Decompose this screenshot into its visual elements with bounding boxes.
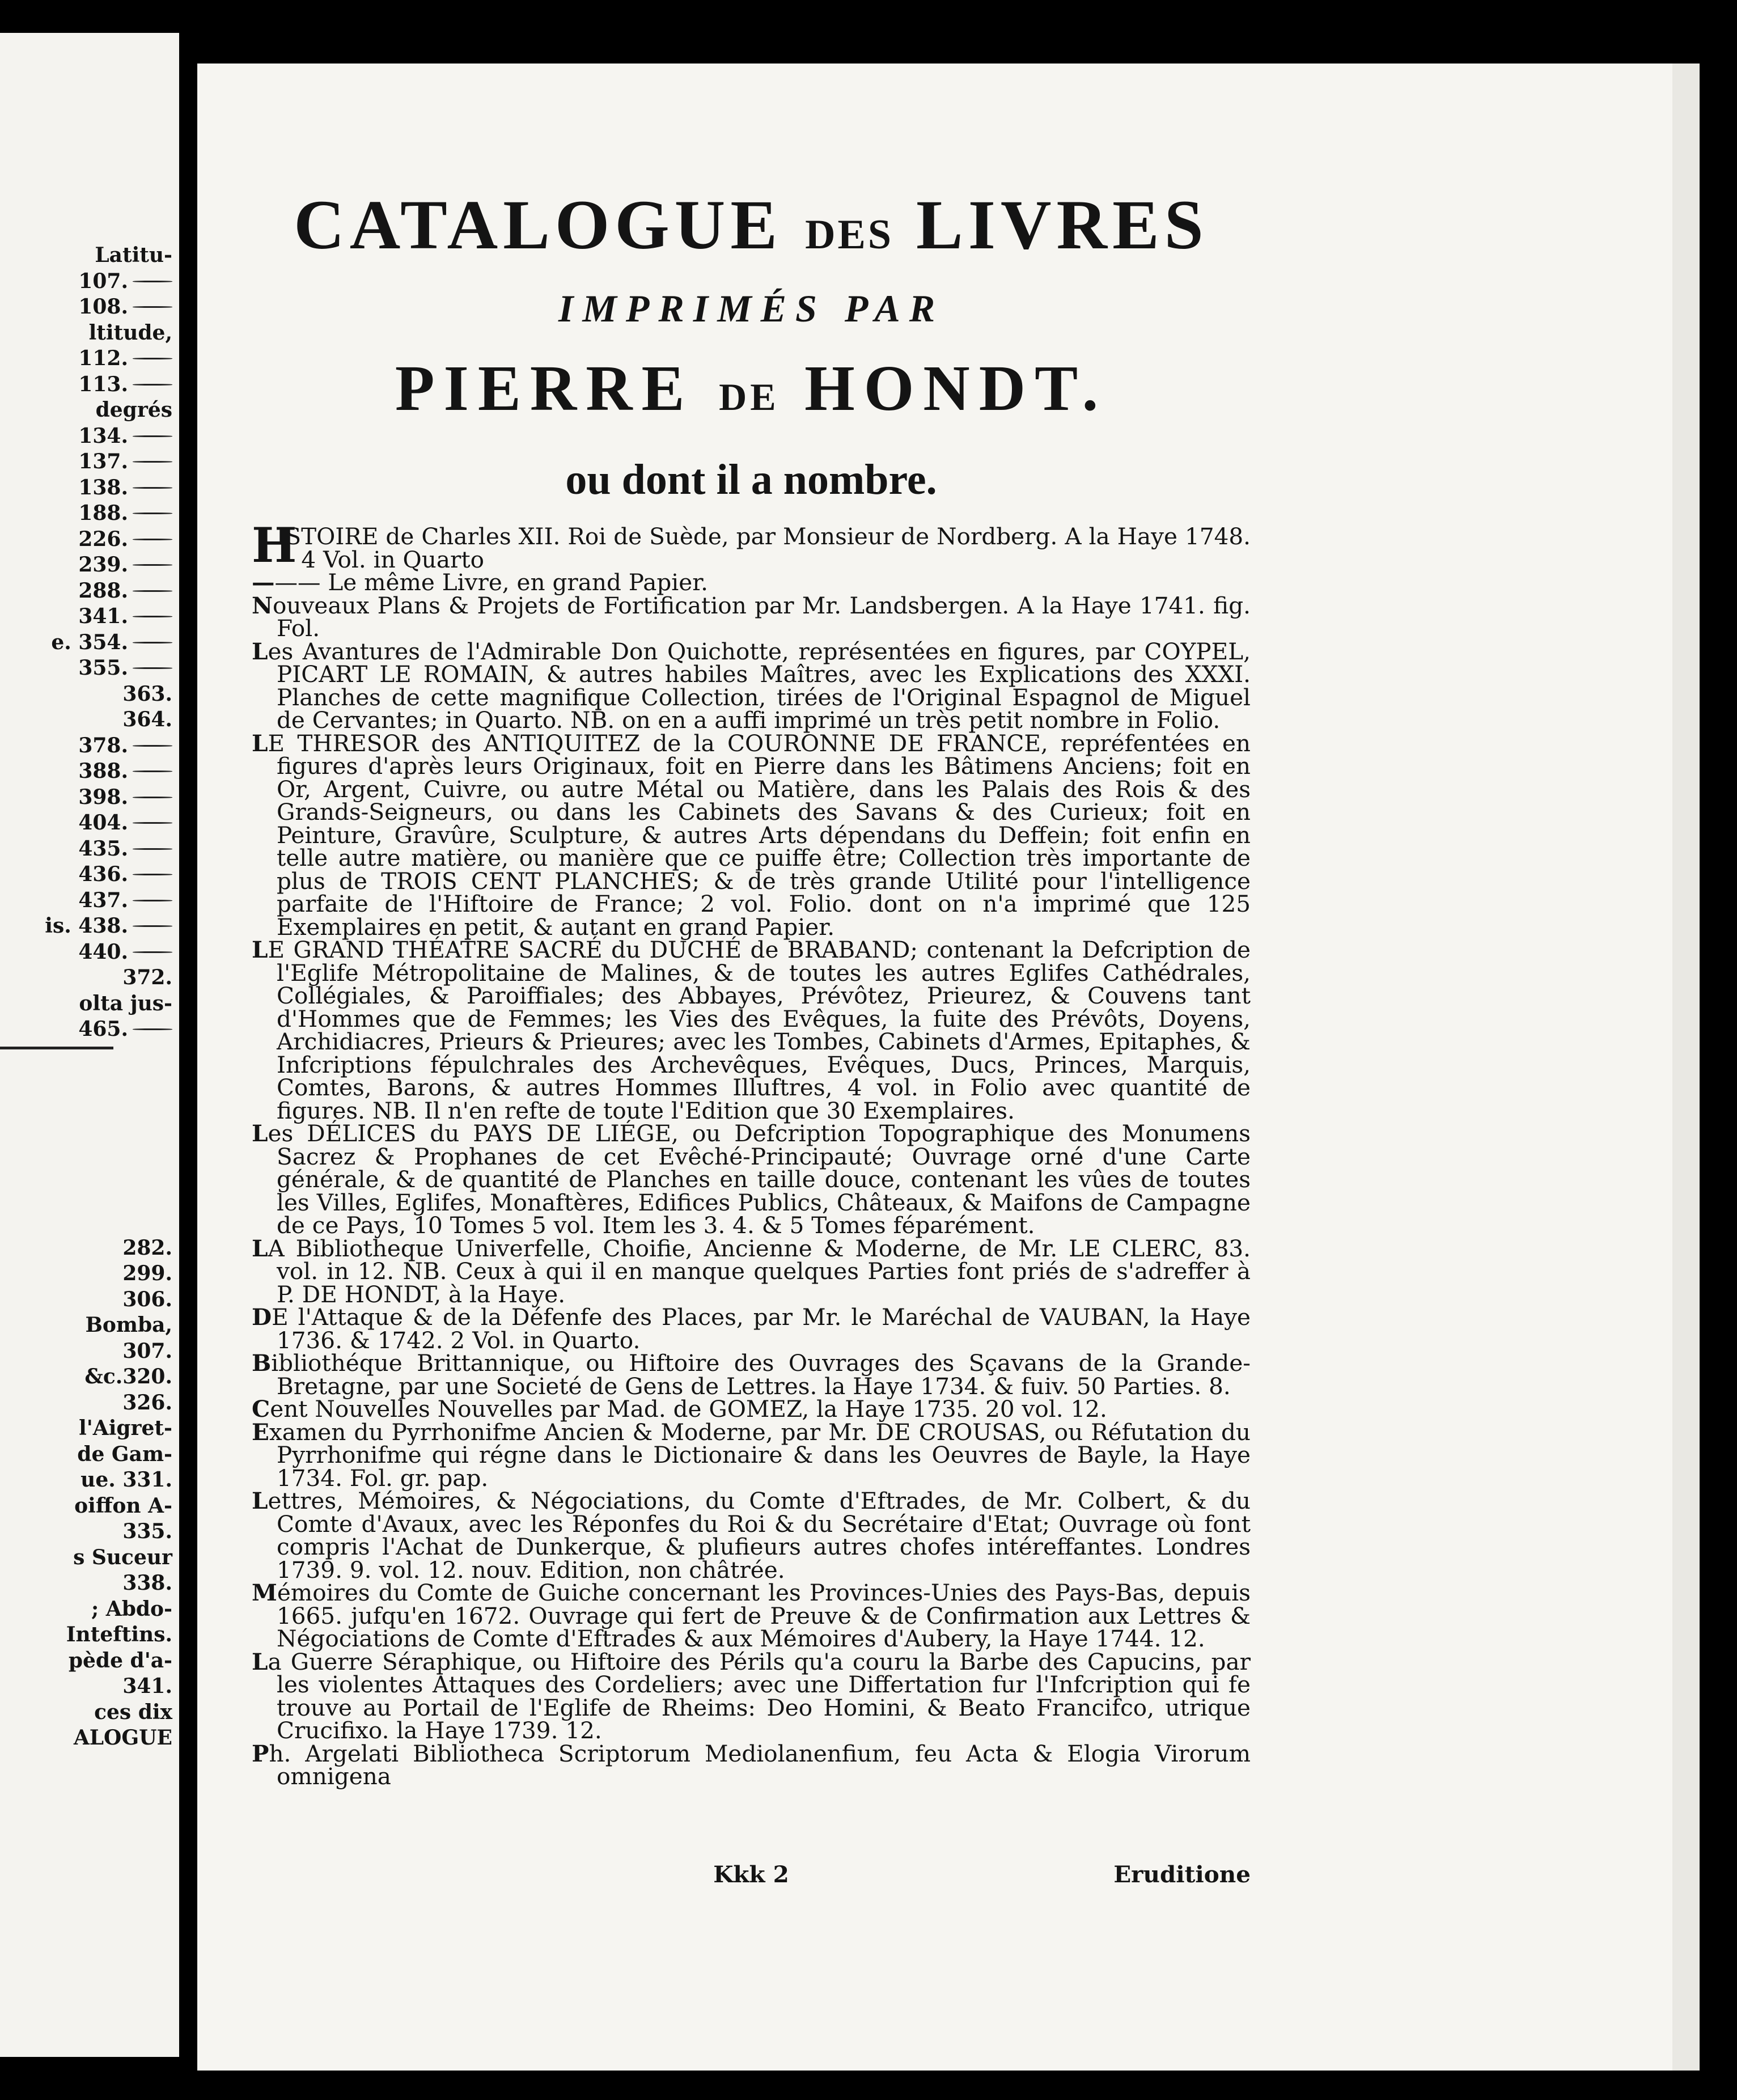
margin-dash [133, 590, 172, 592]
margin-fragment-text: is. 438. [45, 914, 128, 938]
margin-fragment-line [0, 1339, 172, 1365]
margin-fragment-line [0, 1648, 172, 1674]
margin-fragment-text: 335. [122, 1519, 172, 1543]
margin-dash [133, 281, 172, 282]
margin-fragment-text: 364. [122, 708, 172, 731]
margin-fragment-text: 465. [78, 1017, 128, 1041]
margin-fragment-text: 226. [78, 527, 128, 551]
margin-fragment-line [0, 655, 172, 681]
margin-fragment-line [0, 269, 172, 295]
margin-fragment-text: 398. [78, 785, 128, 809]
margin-fragment-line [0, 913, 172, 939]
margin-fragment-line [0, 527, 172, 553]
margin-fragment-line [0, 1725, 172, 1751]
margin-fragment-text: degrés [95, 398, 172, 422]
margin-dash [133, 461, 172, 463]
margin-fragment-text: 440. [78, 939, 128, 964]
catalogue-entry: LE GRAND THÉATRE SACRÉ du DUCHÉ de BRABAND; contenant la Defcription de l'Eglife Métropolitaine de Malines, & de toutes les autres Eglifes Cathédrales, Collégiales, & Paroiffiales; des Abbayes, Prévôtez, Prieurez, & Couvens tant d'Hommes que de Femmes; les Vies des Evêques, la fuite des Prévôts, Doyens, Archidiacres, Prieurs & Prieures; avec les Tombes, Cabinets d'Armes, Epitaphes, & Infcriptions fépulchrales des Archevêques, Evêques, Ducs, Princes, Marquis, Comtes, Barons, & autres Hommes Illuftres, 4 vol. in Folio avec quantité de figures. NB. Il n'en refte de toute l'Edition que 30 Exemplaires. [252, 936, 1251, 1124]
margin-fragment-line [0, 1442, 172, 1468]
margin-fragment-text: 108. [78, 295, 128, 319]
margin-fragment-text: 341. [122, 1674, 172, 1698]
catalogue-entry: HISTOIRE de Charles XII. Roi de Suède, par Monsieur de Nordberg. A la Haye 1748. 4 Vol. in Quarto [252, 517, 1251, 573]
margin-fragment-line [0, 1390, 172, 1416]
margin-fragment-text: pède d'a- [68, 1648, 172, 1673]
margin-fragment-line [0, 939, 172, 966]
margin-fragment-line [0, 604, 172, 630]
left-page-rule [0, 1047, 113, 1049]
margin-fragment-line [0, 836, 172, 862]
catalogue-entries [252, 517, 1251, 1790]
margin-fragment-text: ; Abdo- [91, 1597, 172, 1621]
margin-fragment-line [0, 810, 172, 836]
margin-dash [133, 848, 172, 850]
margin-fragment-text: 299. [122, 1261, 172, 1285]
margin-fragment-line [0, 991, 172, 1017]
margin-fragment-line [0, 501, 172, 527]
margin-fragment-line [0, 1519, 172, 1545]
margin-fragment-line [0, 449, 172, 475]
margin-fragment-line [0, 1017, 172, 1043]
margin-fragment-text: Inteftins. [66, 1623, 172, 1646]
margin-fragment-line [0, 1674, 172, 1700]
margin-fragment-text: 288. [78, 578, 128, 603]
margin-fragment-text: 435. [78, 836, 128, 861]
title-word-des: DES [805, 211, 894, 258]
margin-fragment-text: 134. [78, 424, 128, 448]
margin-fragment-line [0, 552, 172, 578]
catalogue-entry: La Guerre Séraphique, ou Hiftoire des Périls qu'a couru la Barbe des Capucins, par les violentes Attaques des Cordeliers; avec une Differtation fur l'Infcription qui fe trouve au Portail de l'Eglife de Rheims: Deo Homini, & Beato Francifco, utrique Crucifixo. la Haye 1739. 12. [252, 1648, 1251, 1744]
margin-fragment-text: 404. [78, 811, 128, 835]
margin-fragment-text: 306. [122, 1287, 172, 1311]
printer-particle: DE [719, 375, 779, 418]
catalogue-entry: Ph. Argelati Bibliotheca Scriptorum Mediolanenfium, feu Acta & Elogia Virorum omnigena [252, 1739, 1251, 1790]
page-edge [1672, 63, 1700, 2071]
margin-dash [133, 745, 172, 747]
margin-fragment-text: ALOGUE [73, 1726, 172, 1750]
catchword: Eruditione [1113, 1861, 1251, 1888]
margin-dash [133, 435, 172, 437]
margin-fragment-text: oiffon A- [74, 1493, 172, 1518]
margin-fragment-text: 307. [122, 1339, 172, 1363]
margin-fragment-line [0, 372, 172, 398]
page-footer [252, 1861, 1251, 1888]
margin-fragment-text: 282. [122, 1235, 172, 1260]
margin-dash [133, 900, 172, 901]
catalogue-entry: Les Avantures de l'Admirable Don Quichotte, représentées en figures, par COYPEL, PICART LE ROMAIN, & autres habiles Maîtres, avec les Explications des XXXI. Planches de cette magnifique Collection, tirées de l'Original Espagnol de Miguel de Cervantes; in Quarto. NB. on en a auffi imprimé un très petit nombre in Folio. [252, 637, 1251, 734]
margin-fragment-text: 188. [78, 501, 128, 525]
margin-fragment-text: 372. [122, 966, 172, 989]
margin-dash [133, 616, 172, 617]
margin-fragment-text: 107. [78, 269, 128, 293]
left-margin-fragments [0, 33, 172, 1751]
margin-dash [133, 797, 172, 798]
margin-fragment-text: 378. [78, 733, 128, 757]
catalogue-title [252, 183, 1251, 277]
margin-fragment-line [0, 965, 172, 991]
margin-dash [133, 951, 172, 953]
margin-dash [133, 539, 172, 540]
margin-fragment-text: Bomba, [85, 1313, 172, 1337]
catalogue-entry: ——— Le même Livre, en grand Papier. [252, 569, 708, 596]
margin-fragment-line [0, 1467, 172, 1493]
margin-fragment-text: 363. [122, 681, 172, 706]
catalogue-subtitle: IMPRIMÉS PAR [558, 287, 944, 330]
catalogue-entry: Cent Nouvelles Nouvelles par Mad. de GOMEZ, la Haye 1735. 20 vol. 12. [252, 1395, 1107, 1422]
margin-dash [133, 513, 172, 514]
margin-fragment-text: 137. [78, 450, 128, 473]
margin-fragment-text: de Gam- [77, 1442, 172, 1466]
margin-dash [133, 358, 172, 359]
margin-fragment-line [0, 1493, 172, 1519]
margin-fragment-text: 341. [78, 604, 128, 628]
margin-fragment-text: Latitu- [95, 243, 172, 267]
margin-fragment-line [0, 862, 172, 888]
printer-name [252, 340, 1251, 446]
margin-dash [133, 770, 172, 772]
catalogue-entry: LE THRESOR des ANTIQUITEZ de la COURONNE DE FRANCE, repréfentées en figures d'après leurs Originaux, foit en Pierre dans les Bâtimens Anciens; foit en Or, Argent, Cuivre, ou autre Métal ou Matière, dans les Palais des Rois & des Grands-Seigneurs, ou dans les Cabinets des Savans & des Curieux; foit en Peinture, Gravûre, Sculpture, & autres Arts dépendans du Deffein; foit enfin en telle autre matière, ou manière que ce puiffe être; Collection très importante de plus de TROIS CENT PLANCHES; & de très grande Utilité pour l'intelligence parfaite de l'Hiftoire de France; 2 vol. Folio. dont on n'a imprimé que 125 Exemplaires en petit, & autant en grand Papier. [252, 729, 1251, 941]
margin-fragment-line [0, 1700, 172, 1726]
margin-fragment-text: 436. [78, 862, 128, 886]
printer-surname: HONDT. [804, 352, 1108, 424]
margin-fragment-line [0, 294, 172, 320]
margin-dash [133, 564, 172, 566]
margin-fragment-line [0, 475, 172, 501]
margin-fragment-line [0, 1570, 172, 1597]
margin-fragment-line [0, 759, 172, 785]
margin-fragment-text: 113. [78, 372, 128, 396]
catalogue-text-block [252, 183, 1251, 1788]
margin-fragment-line [0, 630, 172, 656]
margin-fragment-text: e. 354. [51, 630, 128, 654]
margin-fragment-line [0, 1261, 172, 1287]
catalogue-tagline: ou dont il a nombre. [565, 456, 937, 503]
margin-fragment-line [0, 1235, 172, 1261]
margin-fragment-line [0, 320, 172, 346]
printer-first-name: PIERRE [395, 352, 694, 424]
margin-dash [133, 667, 172, 669]
margin-fragment-text: ces dix [94, 1700, 172, 1724]
margin-fragment-line [0, 424, 172, 450]
margin-fragment-text: 239. [78, 553, 128, 577]
margin-dash [133, 925, 172, 927]
catalogue-entry: DE l'Attaque & de la Défenfe des Places, par Mr. le Maréchal de VAUBAN, la Haye 1736. & 1742. 2 Vol. in Quarto. [252, 1303, 1251, 1354]
margin-fragment-line [0, 733, 172, 759]
margin-fragment-text: 388. [78, 759, 128, 783]
catalogue-entry: Nouveaux Plans & Projets de Fortification par Mr. Landsbergen. A la Haye 1741. fig. Fol. [252, 591, 1251, 642]
margin-dash [133, 1028, 172, 1030]
title-word-catalogue: CATALOGUE [294, 186, 783, 264]
margin-dash [133, 822, 172, 824]
margin-fragment-text: 326. [122, 1390, 172, 1415]
margin-dash [133, 487, 172, 489]
margin-fragment-line [0, 707, 172, 733]
margin-fragment-text: 138. [78, 475, 128, 499]
margin-fragment-line [0, 578, 172, 604]
left-page [0, 33, 179, 2057]
margin-fragment-text: 437. [78, 888, 128, 912]
catalogue-entry: Examen du Pyrrhonifme Ancien & Moderne, par Mr. DE CROUSAS, ou Réfutation du Pyrrhonifme qui régne dans le Dictionaire & dans les Oeuvres de Bayle, la Haye 1734. Fol. gr. pap. [252, 1418, 1251, 1492]
margin-fragment-text: ue. 331. [81, 1468, 172, 1492]
right-page [197, 63, 1672, 2071]
margin-fragment-text: &c.320. [84, 1365, 172, 1388]
margin-dash [133, 384, 172, 386]
catalogue-entry: LA Bibliotheque Univerfelle, Choifie, Ancienne & Moderne, de Mr. LE CLERC, 83. vol. in 12. NB. Ceux à qui il en manque quelques Parties font priés de s'adreffer à P. DE HONDT, à la Haye. [252, 1234, 1251, 1308]
margin-fragment-line [0, 888, 172, 914]
margin-dash [133, 306, 172, 308]
margin-fragment-line [0, 1287, 172, 1313]
margin-fragment-line [0, 1545, 172, 1571]
margin-fragment-line [0, 785, 172, 811]
margin-fragment-line [0, 1364, 172, 1390]
margin-fragment-line [0, 1416, 172, 1442]
catalogue-entry: Mémoires du Comte de Guiche concernant les Provinces-Unies des Pays-Bas, depuis 1665. jufqu'en 1672. Ouvrage qui fert de Preuve & de Confirmation aux Lettres & Négociations de Comte d'Eftrades & aux Mémoires d'Aubery, la Haye 1744. 12. [252, 1579, 1251, 1652]
margin-fragment-line [0, 1597, 172, 1623]
margin-fragment-text: 338. [122, 1571, 172, 1595]
catalogue-entry: Bibliothéque Brittannique, ou Hiftoire des Ouvrages des Sçavans de la Grande-Bretagne, par une Societé de Gens de Lettres. la Haye 1734. & fuiv. 50 Parties. 8. [252, 1349, 1251, 1400]
catalogue-entry: Les DÉLICES du PAYS DE LIÉGE, ou Defcription Topographique des Monumens Sacrez & Prophanes de cet Evêché-Principauté; Ouvrage orné d'une Carte générale, & de quantité de Planches en taille douce, contenant les vûes de toutes les Villes, Eglifes, Monaftères, Edifices Publics, Châteaux, & Maifons de Campagne de ce Pays, 10 Tomes 5 vol. Item les 3. 4. & 5 Tomes féparément. [252, 1120, 1251, 1239]
margin-fragment-line [0, 243, 172, 269]
margin-fragment-text: olta jus- [79, 991, 172, 1015]
margin-dash [133, 874, 172, 875]
margin-fragment-line [0, 1622, 172, 1648]
margin-fragment-line [0, 346, 172, 372]
margin-dash [133, 642, 172, 643]
margin-fragment-text: l'Aigret- [79, 1416, 172, 1440]
signature-mark: Kkk 2 [713, 1861, 789, 1888]
margin-fragment-text: s Suceur [73, 1545, 172, 1569]
margin-fragment-line [0, 397, 172, 424]
margin-fragment-text: 112. [78, 346, 128, 370]
margin-fragment-line [0, 1312, 172, 1339]
margin-fragment-line [0, 681, 172, 708]
catalogue-entry: Lettres, Mémoires, & Négociations, du Comte d'Eftrades, de Mr. Colbert, & du Comte d'Avaux, avec les Réponfes du Roi & du Secrétaire d'Etat; Ouvrage où font compris l'Achat de Dunkerque, & plufieurs autres chofes intéreffantes. Londres 1739. 9. vol. 12. nouv. Edition, non châtrée. [252, 1487, 1251, 1584]
margin-fragment-text: 355. [78, 656, 128, 680]
margin-fragment-text: ltitude, [88, 320, 172, 345]
title-word-livres: LIVRES [916, 186, 1209, 264]
